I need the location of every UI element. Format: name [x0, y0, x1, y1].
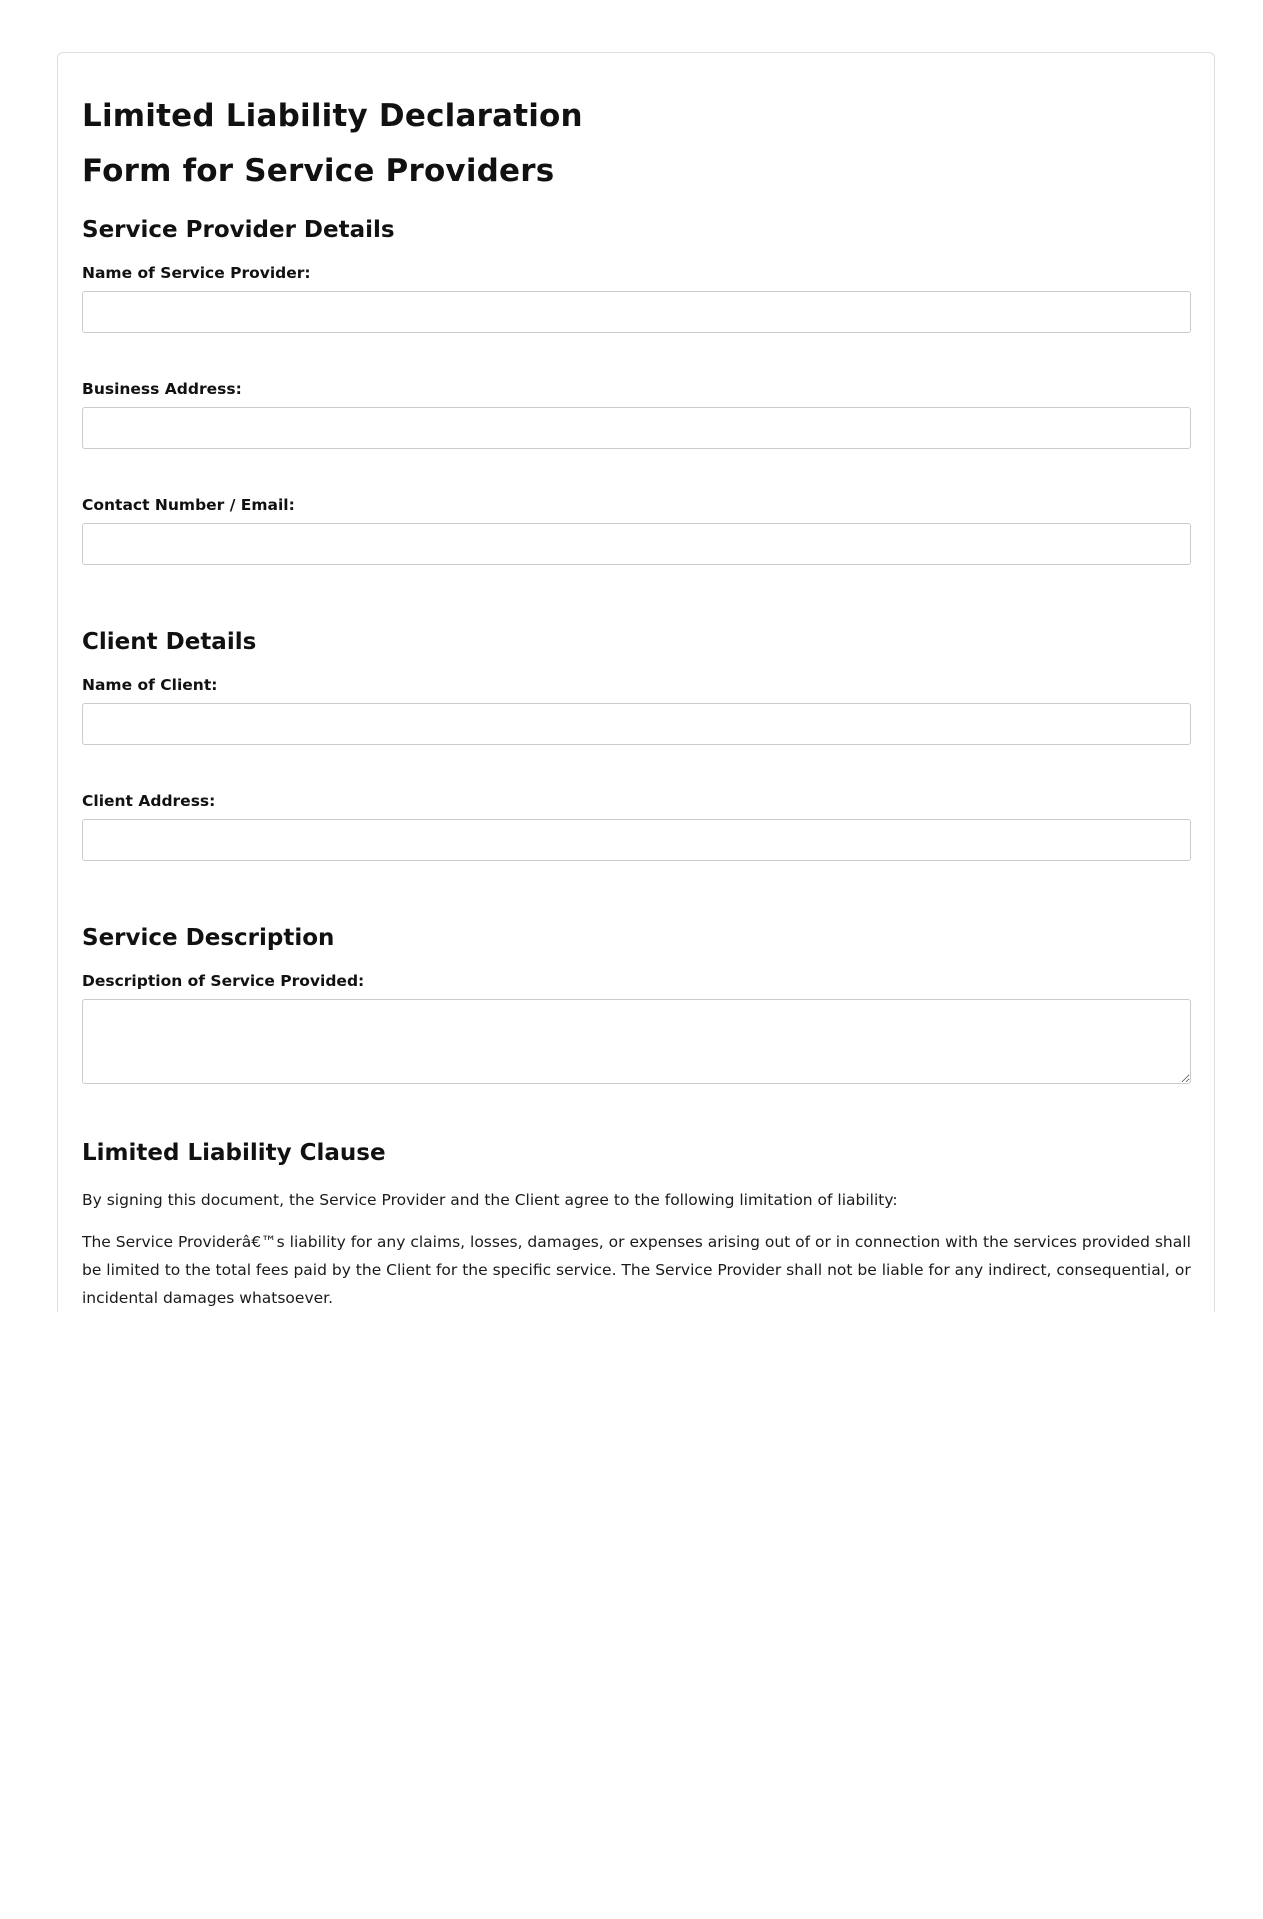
client-name-input[interactable] [82, 703, 1191, 745]
clause-body-text: The Service Providerâ€™s liability for any claims, losses, damages, or expenses arising out of or in connection with the services provided shall be limited to the total fees paid by the Client for the specific service. The Service Provider shall not be liable for any indirect, consequential, or incidental damages whatsoever. [82, 1233, 1191, 1307]
form-card [57, 52, 1215, 1312]
form-content [82, 89, 1191, 1312]
service-description-label: Description of Service Provided: [82, 972, 365, 990]
contact-input[interactable] [82, 523, 1191, 565]
page-title: Limited Liability Declaration Form for Service Providers [82, 98, 583, 189]
client-address-input[interactable] [82, 819, 1191, 861]
section-heading-provider: Service Provider Details [82, 217, 395, 243]
section-heading-client: Client Details [82, 629, 257, 655]
section-heading-service: Service Description [82, 925, 335, 951]
provider-name-input[interactable] [82, 291, 1191, 333]
client-name-label: Name of Client: [82, 676, 218, 694]
service-description-textarea[interactable] [82, 999, 1191, 1084]
contact-label: Contact Number / Email: [82, 496, 295, 514]
section-heading-clause: Limited Liability Clause [82, 1140, 386, 1166]
clause-intro-text: By signing this document, the Service Provider and the Client agree to the following limitation of liability: [82, 1191, 898, 1209]
business-address-input[interactable] [82, 407, 1191, 449]
client-address-label: Client Address: [82, 792, 216, 810]
business-address-label: Business Address: [82, 380, 242, 398]
provider-name-label: Name of Service Provider: [82, 264, 311, 282]
